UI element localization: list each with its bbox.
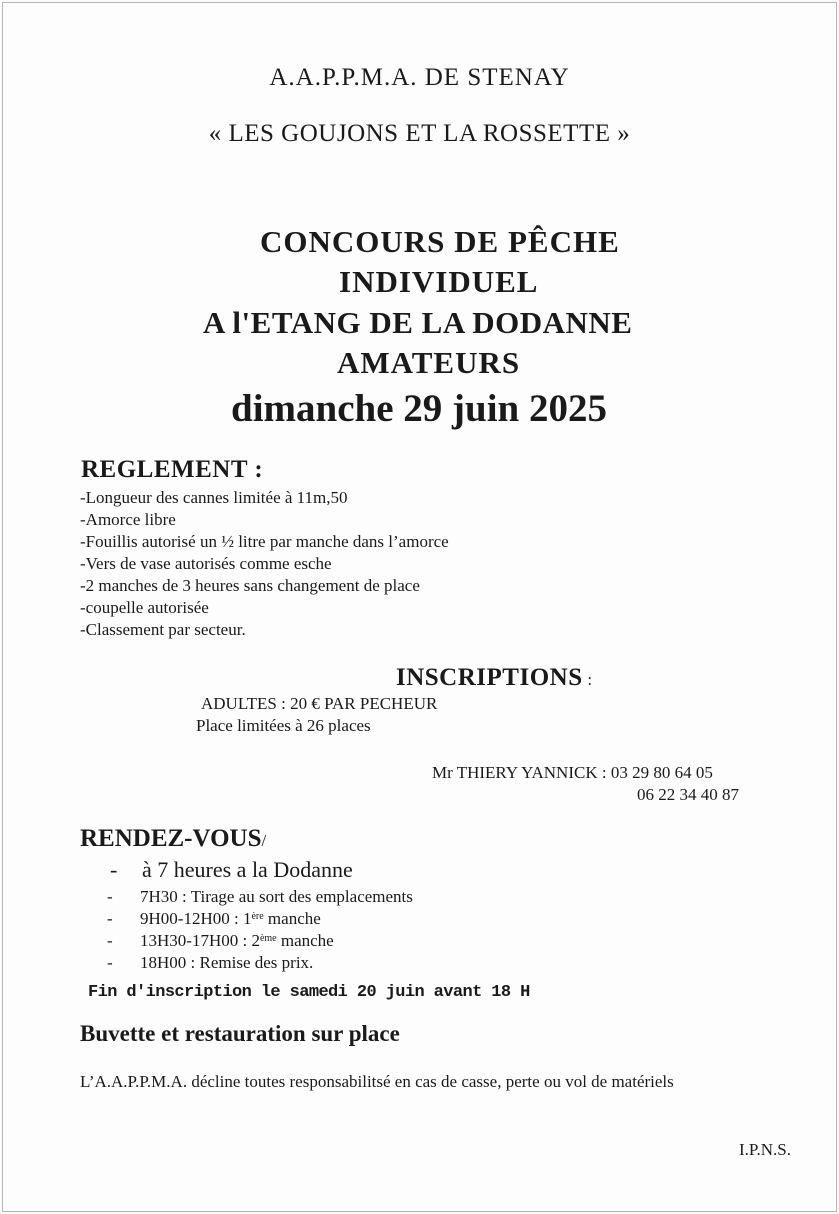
schedule-item-text: manche — [263, 909, 321, 928]
rendezvous-heading — [80, 825, 266, 853]
event-title-line2: INDIVIDUEL — [339, 264, 539, 299]
schedule-item-text: 13H30-17H00 : 2 — [140, 931, 260, 950]
rule-item: -Longueur des cannes limitée à 11m,50 — [80, 488, 348, 507]
contact-block — [432, 762, 739, 806]
contact-line1: Mr THIERY YANNICK : 03 29 80 64 05 — [432, 763, 713, 782]
rendezvous-main-text: à 7 heures a la Dodanne — [142, 857, 353, 882]
event-title-line4: AMATEURS — [337, 345, 521, 380]
rendezvous-heading-slash: / — [261, 831, 267, 850]
disclaimer: L’A.A.P.P.M.A. décline toutes responsabilitsé en cas de casse, perte ou vol de matériels — [80, 1072, 674, 1091]
rule-item: -Fouillis autorisé un ½ litre par manche dans l’amorce — [80, 532, 449, 551]
contact-line2: 06 22 34 40 87 — [637, 785, 739, 804]
rule-item: -Classement par secteur. — [80, 620, 246, 639]
schedule-item-text: 9H00-12H00 : 1 — [140, 909, 252, 928]
event-date: dimanche 29 juin 2025 — [231, 387, 607, 430]
ipns-footer: I.P.N.S. — [739, 1140, 791, 1159]
rule-item: -coupelle autorisée — [80, 598, 209, 617]
adult-fee: ADULTES : 20 € PAR PECHEUR — [201, 694, 438, 713]
schedule-item-text: 18H00 : Remise des prix. — [140, 953, 314, 972]
schedule-item: - 13H30-17H00 : 2ème manche — [107, 931, 334, 950]
schedule-item-text: 7H30 : Tirage au sort des emplacements — [140, 887, 413, 906]
places-limit: Place limitées à 26 places — [196, 716, 371, 735]
event-title-line1: CONCOURS DE PÊCHE — [260, 224, 620, 259]
ordinal-suffix: ère — [251, 911, 264, 922]
inscriptions-heading-colon: : — [582, 670, 593, 689]
registration-deadline: Fin d'inscription le samedi 20 juin avant 18 H — [88, 983, 530, 1002]
reglement-heading: REGLEMENT : — [81, 456, 264, 483]
schedule-item: - 7H30 : Tirage au sort des emplacements — [107, 887, 413, 906]
organization-name: A.A.P.P.M.A. DE STENAY — [269, 64, 570, 91]
reglement-list — [80, 487, 449, 641]
rule-item: -2 manches de 3 heures sans changement de place — [80, 576, 420, 595]
schedule-item-text: manche — [276, 931, 334, 950]
rendezvous-heading-text: RENDEZ-VOUS — [80, 825, 262, 852]
schedule-item: - 18H00 : Remise des prix. — [107, 953, 314, 972]
buvette-notice: Buvette et restauration sur place — [80, 1021, 400, 1046]
club-name: « LES GOUJONS ET LA ROSSETTE » — [208, 120, 631, 147]
schedule-list — [107, 886, 413, 974]
rule-item: -Vers de vase autorisés comme esche — [80, 554, 332, 573]
rule-item: -Amorce libre — [80, 510, 176, 529]
ordinal-suffix: ème — [259, 933, 277, 944]
event-title-line3: A l'ETANG DE LA DODANNE — [203, 305, 633, 340]
inscriptions-heading — [396, 664, 593, 692]
schedule-item: - 9H00-12H00 : 1ère manche — [107, 909, 321, 928]
inscriptions-heading-text: INSCRIPTIONS — [396, 664, 583, 691]
rendezvous-main: - à 7 heures a la Dodanne — [110, 857, 353, 882]
